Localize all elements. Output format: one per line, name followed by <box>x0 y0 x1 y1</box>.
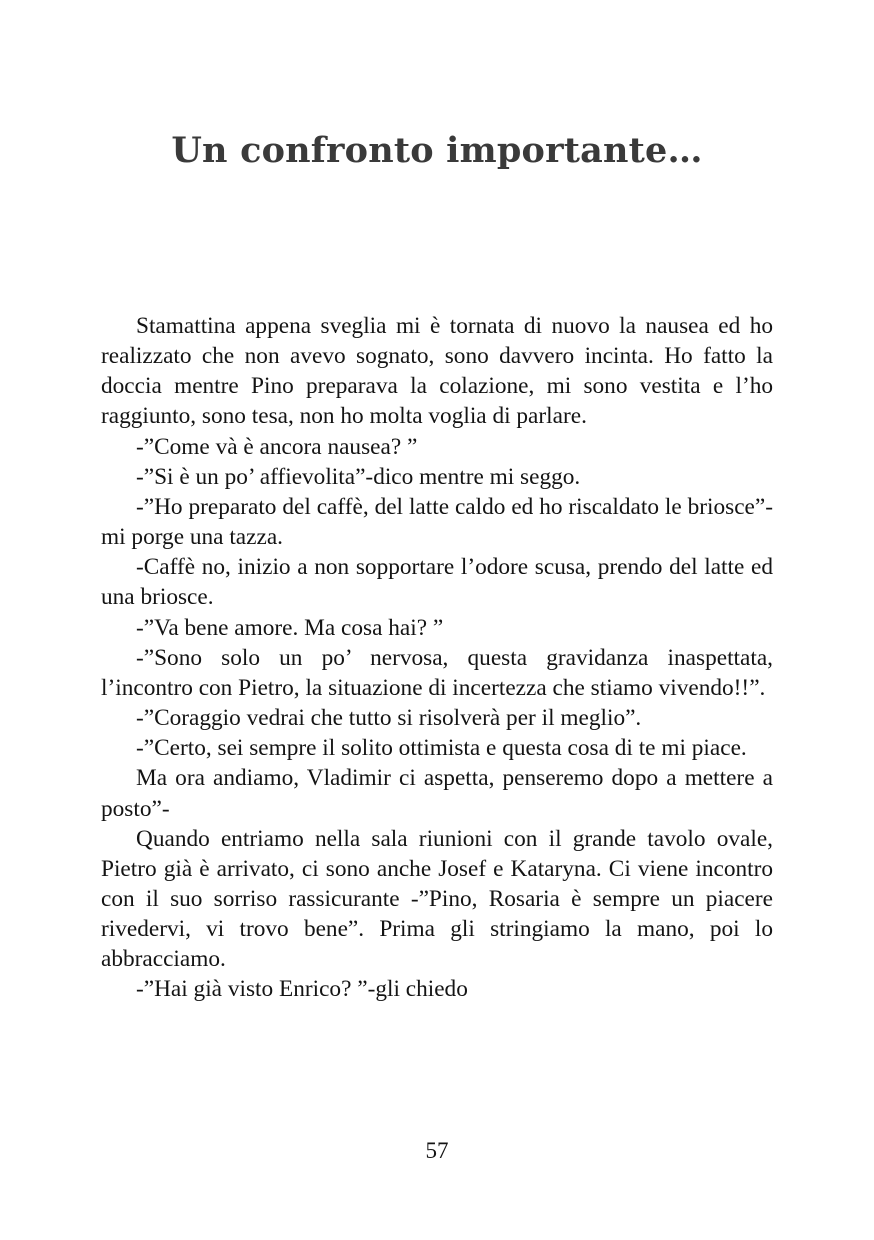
paragraph: -Caffè no, inizio a non sopportare l’odore scusa, prendo del latte ed una briosce. <box>101 554 773 611</box>
paragraph: -”Ho preparato del caffè, del latte caldo ed ho riscaldato le briosce”- mi porge una tazza. <box>101 493 773 551</box>
paragraph: -”Come và è ancora nausea? ” <box>136 433 418 460</box>
paragraph: Stamattina appena sveglia mi è tornata di nuovo la nausea ed ho realizzato che non avevo sognato, sono davvero incinta. Ho fatto la doccia mentre Pino preparava la colazione, mi sono vestita e l’ho raggiunto, sono tesa, non ho molta voglia di parlare. <box>101 313 773 430</box>
paragraph: -”Va bene amore. Ma cosa hai? ” <box>136 614 444 641</box>
chapter-title: Un confronto importante… <box>171 130 703 171</box>
paragraph: -”Sono solo un po’ nervosa, questa gravidanza inaspettata, l’incontro con Pietro, la situazione di incertezza che stiamo vivendo!!”. <box>101 644 773 701</box>
paragraph: -”Certo, sei sempre il solito ottimista e questa cosa di te mi piace. <box>136 735 747 762</box>
chapter-body <box>101 311 773 1005</box>
paragraph: -”Hai già visto Enrico? ”-gli chiedo <box>136 976 468 1003</box>
paragraph: -”Si è un po’ affievolita”-dico mentre mi seggo. <box>136 463 581 490</box>
paragraph: -”Coraggio vedrai che tutto si risolverà per il meglio”. <box>136 705 642 732</box>
page-number: 57 <box>425 1138 449 1163</box>
paragraph: Ma ora andiamo, Vladimir ci aspetta, penseremo dopo a mettere a posto”- <box>101 765 773 822</box>
paragraph: Quando entriamo nella sala riunioni con il grande tavolo ovale, Pietro già è arrivato, ci sono anche Josef e Kataryna. Ci viene incontro con il suo sorriso rassicurante -”Pino, Rosaria è sempre un piacere rivedervi, vi trovo bene”. Prima gli stringiamo la mano, poi lo abbracciamo. <box>101 825 773 973</box>
